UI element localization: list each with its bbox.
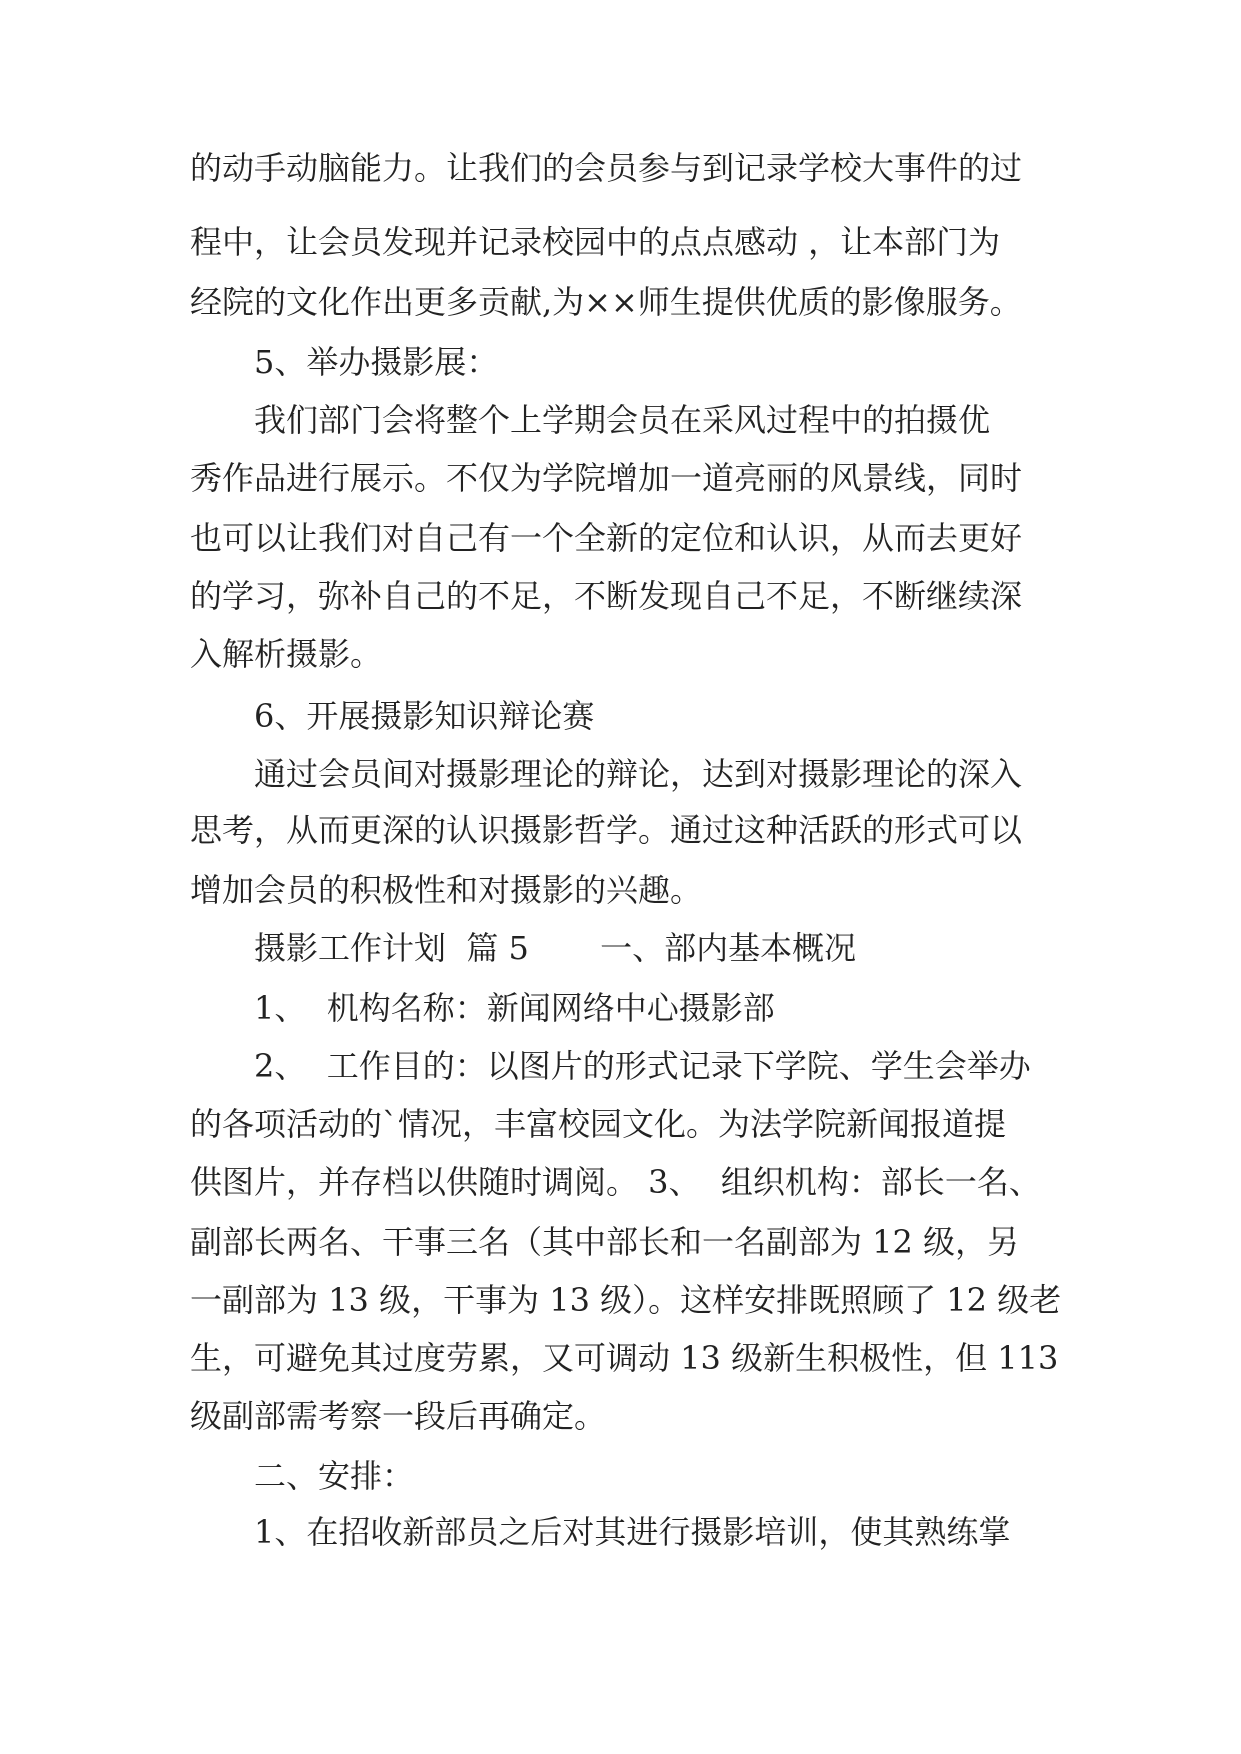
text-line: 增加会员的积极性和对摄影的兴趣。 bbox=[190, 871, 703, 909]
text-line: 程中，让会员发现并记录校园中的点点感动 ，让本部门为 bbox=[190, 223, 1001, 261]
section-heading: 二、安排： bbox=[254, 1457, 415, 1495]
text-line: 供图片，并存档以供随时调阅。 3、 组织机构：部长一名、 bbox=[190, 1163, 1041, 1201]
section-heading: 6、开展摄影知识辩论赛 bbox=[254, 697, 595, 735]
text-line: 副部长两名、干事三名（其中部长和一名副部为 12 级，另 bbox=[190, 1223, 1020, 1261]
text-line: 1、 机构名称：新闻网络中心摄影部 bbox=[254, 989, 775, 1027]
text-line: 经院的文化作出更多贡献,为××师生提供优质的影像服务。 bbox=[190, 283, 1022, 321]
text-line: 一副部为 13 级，干事为 13 级）。这样安排既照顾了 12 级老 bbox=[190, 1281, 1062, 1319]
text-line: 的动手动脑能力。让我们的会员参与到记录学校大事件的过 bbox=[190, 149, 1023, 187]
text-line: 我们部门会将整个上学期会员在采风过程中的拍摄优 bbox=[254, 401, 991, 439]
text-line: 也可以让我们对自己有一个全新的定位和认识，从而去更好 bbox=[190, 519, 1023, 557]
text-line: 的学习，弥补自己的不足，不断发现自己不足，不断继续深 bbox=[190, 577, 1023, 615]
text-line: 生，可避免其过度劳累，又可调动 13 级新生积极性，但 113 bbox=[190, 1339, 1059, 1377]
text-line: 通过会员间对摄影理论的辩论，达到对摄影理论的深入 bbox=[254, 755, 1023, 793]
text-line: 的各项活动的`情况，丰富校园文化。为法学院新闻报道提 bbox=[190, 1105, 1007, 1143]
section-heading: 摄影工作计划 篇 5 一、部内基本概况 bbox=[254, 929, 857, 967]
text-line: 2、 工作目的：以图片的形式记录下学院、学生会举办 bbox=[254, 1047, 1031, 1085]
text-line: 入解析摄影。 bbox=[190, 635, 383, 673]
text-line: 秀作品进行展示。不仅为学院增加一道亮丽的风景线，同时 bbox=[190, 459, 1023, 497]
section-heading: 5、举办摄影展： bbox=[254, 343, 499, 381]
text-line: 1、在招收新部员之后对其进行摄影培训，使其熟练掌 bbox=[254, 1513, 1011, 1551]
text-line: 级副部需考察一段后再确定。 bbox=[190, 1397, 607, 1435]
text-line: 思考，从而更深的认识摄影哲学。通过这种活跃的形式可以 bbox=[190, 811, 1023, 849]
